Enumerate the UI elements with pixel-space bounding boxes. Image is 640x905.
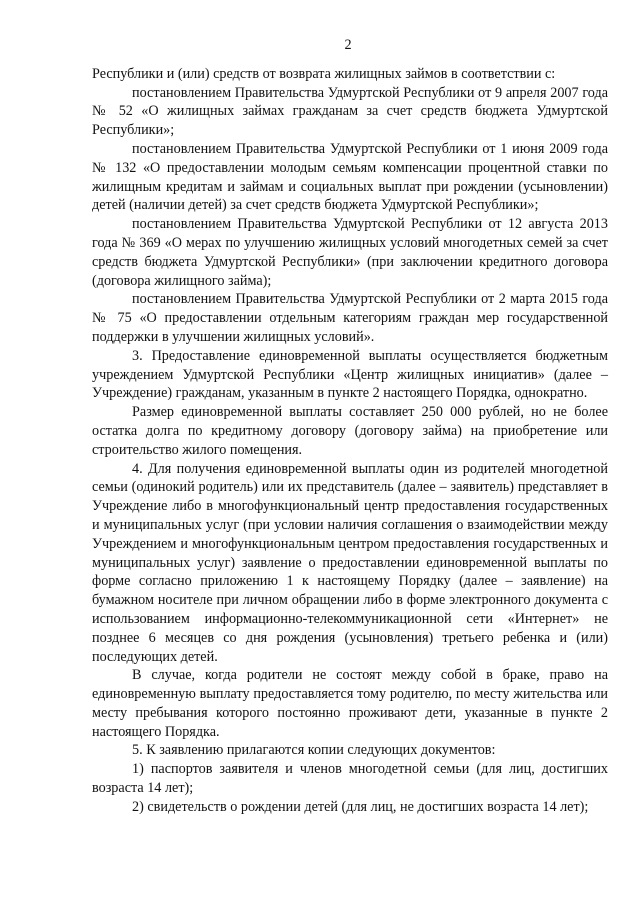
paragraph: Республики и (или) средств от возврата жилищных займов в соответствии с: (92, 65, 556, 82)
paragraph: постановлением Правительства Удмуртской Республики от 1 июня 2009 года № 132 «О предоставлении молодым семьям компенсации процентной ставки по жилищным кредитам и займам и социальных выплат при рождении (усыновлении) детей (наличии детей) за счет средств бюджета Удмуртской Республики»; (92, 140, 608, 214)
paragraph: 2) свидетельств о рождении детей (для лиц, не достигших возраста 14 лет); (132, 798, 589, 815)
paragraph: 4. Для получения единовременной выплаты один из родителей многодетной семьи (одинокий родитель) или их представитель (далее – заявитель) представляет в Учреждение либо в многофункциональный центр предоставления государственных и муниципальных услуг (при условии наличия соглашения о взаимодействии между Учреждением и многофункциональным центром предоставления государственных и муниципальных услуг) заявление о предоставлении единовременной выплаты по форме согласно приложению 1 к настоящему Порядку (далее – заявление) на бумажном носителе при личном обращении либо в форме электронного документа с использованием информационно-телекоммуникационной сети «Интернет» не позднее 6 месяцев со дня рождения (усыновления) третьего ребенка и (или) последующих детей. (92, 460, 608, 665)
paragraph: постановлением Правительства Удмуртской Республики от 2 марта 2015 года № 75 «О предоставлении отдельным категориям граждан мер государственной поддержки в улучшении жилищных условий». (92, 291, 608, 345)
paragraph: постановлением Правительства Удмуртской Республики от 12 августа 2013 года № 369 «О мерах по улучшению жилищных условий многодетных семей за счет средств бюджета Удмуртской Республики» (при заключении кредитного договора (договора жилищного займа); (92, 216, 608, 289)
paragraph: В случае, когда родители не состоят между собой в браке, право на единовременную выплату предоставляется тому родителю, по месту жительства или месту пребывания которого постоянно проживают дети, указанные в пункте 2 настоящего Порядка. (92, 667, 608, 740)
paragraph: 3. Предоставление единовременной выплаты осуществляется бюджетным учреждением Удмуртской Республики «Центр жилищных инициатив» (далее – Учреждение) гражданам, указанным в пункте 2 настоящего Порядка, однократно. (92, 347, 608, 402)
paragraph: Размер единовременной выплаты составляет 250 000 рублей, но не более остатка долга по кредитному договору (договору займа) на приобретение или строительство жилого помещения. (92, 404, 608, 458)
paragraph: 1) паспортов заявителя и членов многодетной семьи (для лиц, достигших возраста 14 лет); (92, 761, 608, 797)
paragraph: постановлением Правительства Удмуртской Республики от 9 апреля 2007 года № 52 «О жилищных займах гражданам за счет средств бюджета Удмуртской Республики»; (92, 84, 608, 139)
page-number: 2 (344, 37, 352, 53)
document-body (92, 65, 608, 817)
paragraph: 5. К заявлению прилагаются копии следующих документов: (132, 742, 496, 759)
